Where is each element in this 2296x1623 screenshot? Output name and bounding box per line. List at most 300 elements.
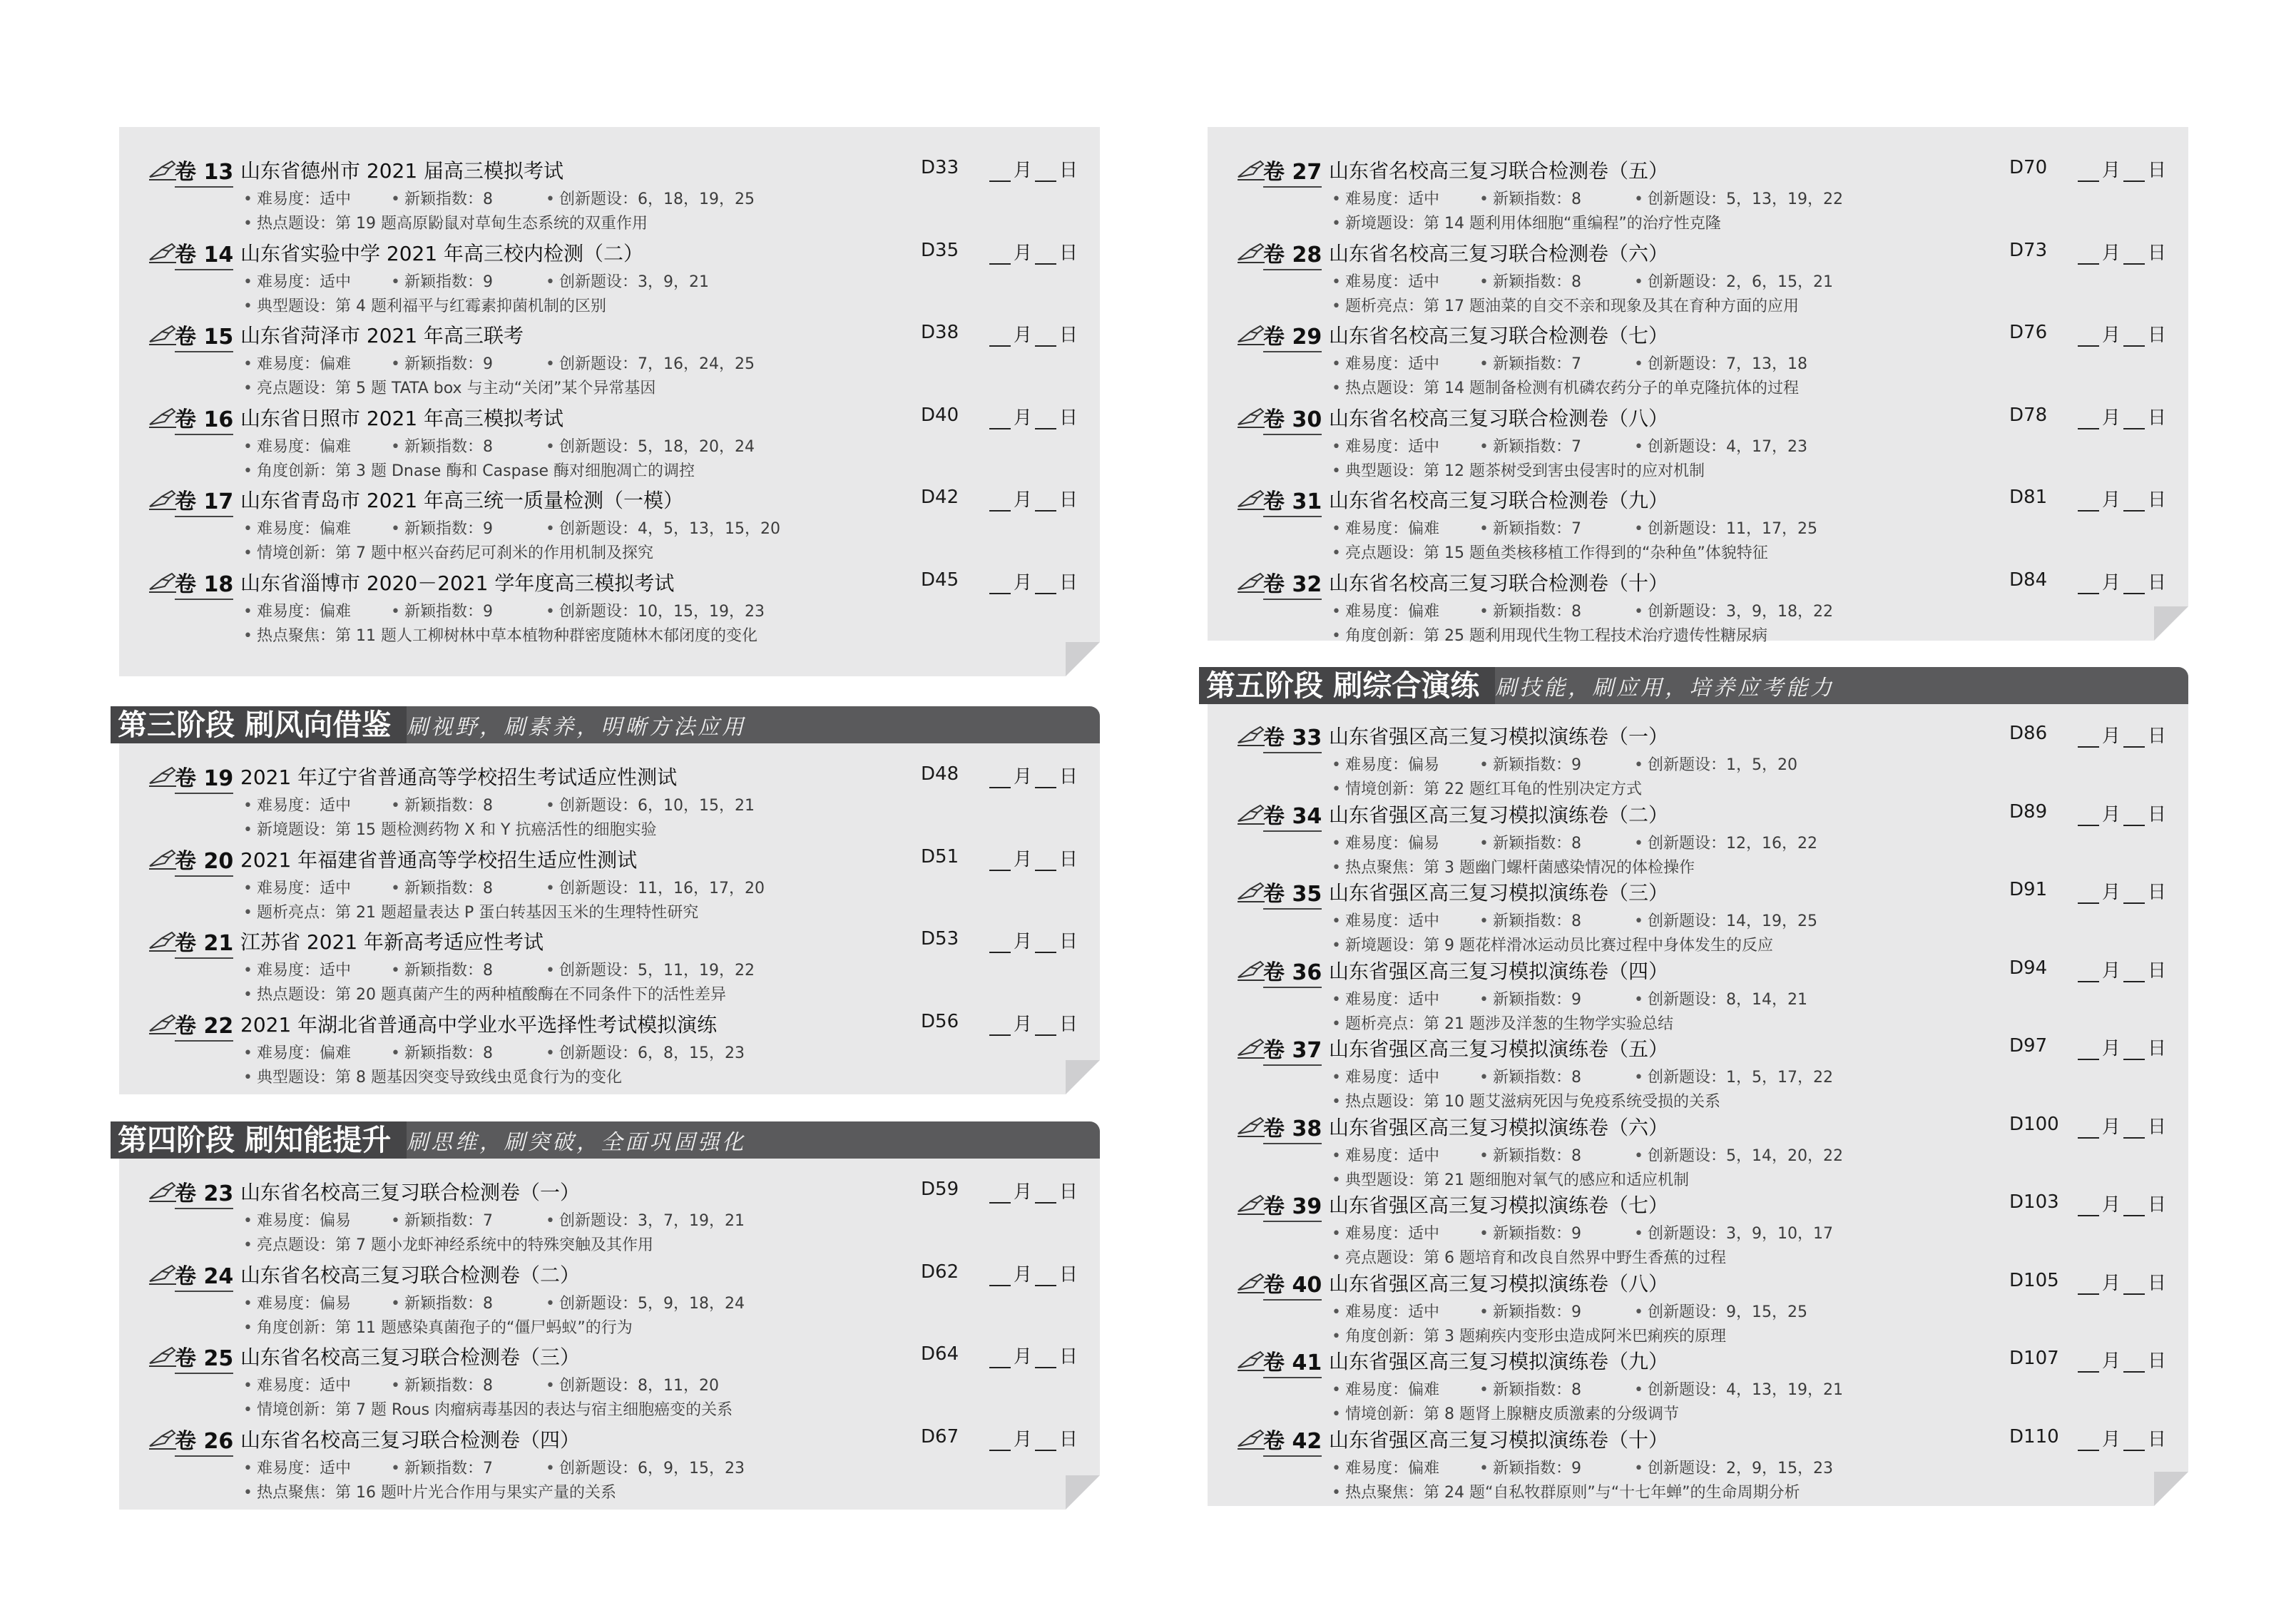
contents-entry[interactable] [119, 317, 1100, 400]
exam-stats: • 难易度：偏易 • 新颖指数：8 • 创新题设：12，16，22 [1332, 831, 1817, 853]
day-label: 日 [1059, 242, 1078, 264]
contents-entry[interactable] [1208, 565, 2188, 648]
page-ref: D38 [921, 322, 959, 343]
novelty-index: 新颖指数：8 [404, 190, 493, 208]
exam-title: 山东省强区高三复习模拟演练卷（九） [1329, 1350, 1669, 1373]
innovation-items: 创新题设：2，9，15，23 [1647, 1459, 1833, 1477]
highlight-text: 热点题设：第 20 题真菌产生的两种植酸酶在不同条件下的活性差异 [256, 986, 726, 1004]
exam-highlight: • 典型题设：第 12 题茶树受到害虫侵害时的应对机制 [1332, 462, 1705, 480]
exam-number: 卷 28 [1263, 237, 1322, 270]
exam-highlight: • 情境创新：第 7 题中枢兴奋药尼可刹米的作用机制及探究 [243, 544, 653, 562]
exam-title: 山东省强区高三复习模拟演练卷（二） [1329, 803, 1669, 827]
difficulty: 难易度：适中 [1345, 990, 1439, 1009]
exam-number: 卷 36 [1263, 955, 1322, 988]
date-blank[interactable] [986, 1177, 1078, 1204]
highlight-text: 新境题设：第 15 题检测药物 X 和 Y 抗癌活性的细胞实验 [256, 821, 657, 839]
pen-icon [1236, 1193, 1266, 1216]
month-label: 月 [2102, 882, 2121, 903]
novelty-index: 新颖指数：9 [1492, 756, 1581, 774]
section-subtitle: 刷思维，刷突破，全面巩固强化 [407, 1130, 747, 1155]
innovation-items: 创新题设：11，16，17，20 [558, 879, 765, 897]
innovation-items: 创新题设：5，13，19，22 [1647, 190, 1843, 208]
highlight-text: 热点题设：第 14 题制备检测有机磷农药分子的单克隆抗体的过程 [1345, 380, 1799, 397]
month-label: 月 [2102, 571, 2121, 594]
highlight-text: 亮点题设：第 15 题鱼类核移植工作得到的“杂种鱼”体貌特征 [1345, 544, 1768, 562]
exam-stats: • 难易度：偏难 • 新颖指数：8 • 创新题设：3，9，18，22 [1332, 599, 1833, 621]
exam-title: 山东省强区高三复习模拟演练卷（六） [1329, 1115, 1669, 1139]
difficulty: 难易度：偏易 [1345, 834, 1439, 853]
month-label: 月 [1014, 242, 1033, 264]
contents-entry[interactable] [1208, 317, 2188, 400]
pen-icon [148, 1012, 178, 1035]
exam-title: 山东省强区高三复习模拟演练卷（七） [1329, 1194, 1669, 1217]
page-ref: D33 [921, 157, 959, 178]
exam-highlight: • 热点聚焦：第 11 题人工柳树林中草本植物种群密度随林木郁闭度的变化 [243, 626, 757, 645]
exam-title: 山东省淄博市 2020－2021 学年度高三模拟考试 [240, 571, 675, 595]
innovation-items: 创新题设：6，9，15，23 [558, 1459, 745, 1477]
exam-title: 山东省名校高三复习联合检测卷（九） [1329, 489, 1669, 512]
innovation-items: 创新题设：4，13，19，21 [1647, 1381, 1843, 1399]
exam-title: 山东省名校高三复习联合检测卷（三） [240, 1345, 581, 1369]
contents-entry[interactable] [1208, 153, 2188, 235]
exam-stats: • 难易度：偏难 • 新颖指数：9 • 创新题设：7，16，24，25 [243, 352, 755, 374]
day-label: 日 [1059, 848, 1078, 870]
exam-highlight: • 角度创新：第 25 题利用现代生物工程技术治疗遗传性糖尿病 [1332, 626, 1767, 645]
novelty-index: 新颖指数：9 [1492, 1303, 1581, 1321]
innovation-items: 创新题设：4，5，13，15，20 [558, 520, 780, 538]
difficulty: 难易度：适中 [256, 273, 351, 291]
day-label: 日 [1059, 1013, 1078, 1035]
month-label: 月 [2102, 1428, 2121, 1450]
highlight-text: 亮点题设：第 5 题 TATA box 与主动“关闭”某个异常基因 [256, 380, 656, 397]
pen-icon [1236, 1428, 1266, 1450]
month-label: 月 [2102, 1116, 2121, 1138]
novelty-index: 新颖指数：8 [404, 797, 493, 815]
innovation-items: 创新题设：8，14，21 [1647, 990, 1807, 1009]
pen-icon [1236, 488, 1266, 511]
date-blank[interactable] [2075, 238, 2166, 265]
highlight-text: 新境题设：第 14 题利用体细胞“重编程”的治疗性克隆 [1345, 215, 1721, 233]
month-label: 月 [2102, 325, 2121, 346]
exam-highlight: • 新境题设：第 9 题花样滑冰运动员比赛过程中身体发生的反应 [1332, 937, 1773, 955]
contents-entry[interactable] [119, 1257, 1100, 1340]
novelty-index: 新颖指数：7 [1492, 437, 1581, 456]
exam-stats: • 难易度：适中 • 新颖指数：9 • 创新题设：8，14，21 [1332, 987, 1807, 1009]
pen-icon [148, 1180, 178, 1203]
novelty-index: 新颖指数：9 [404, 355, 493, 373]
exam-stats: • 难易度：适中 • 新颖指数：7 • 创新题设：7，13，18 [1332, 352, 1807, 374]
page-ref: D35 [921, 239, 959, 261]
novelty-index: 新颖指数：9 [1492, 1459, 1581, 1477]
exam-stats: • 难易度：偏易 • 新颖指数：7 • 创新题设：3，7，19，21 [243, 1209, 745, 1231]
difficulty: 难易度：适中 [256, 190, 351, 208]
exam-number: 卷 39 [1263, 1189, 1322, 1222]
highlight-text: 典型题设：第 21 题细胞对氧气的感应和适应机制 [1345, 1171, 1689, 1189]
exam-highlight: • 新境题设：第 15 题检测药物 X 和 Y 抗癌活性的细胞实验 [243, 821, 657, 839]
exam-title: 山东省强区高三复习模拟演练卷（五） [1329, 1037, 1669, 1061]
exam-stats: • 难易度：适中 • 新颖指数：8 • 创新题设：1，5，17，22 [1332, 1065, 1833, 1087]
date-blank[interactable] [2075, 1112, 2166, 1139]
contents-entry[interactable] [119, 235, 1100, 318]
novelty-index: 新颖指数：9 [1492, 990, 1581, 1009]
novelty-index: 新颖指数：8 [1492, 1381, 1581, 1399]
innovation-items: 创新题设：14，19，25 [1647, 912, 1817, 930]
difficulty: 难易度：偏难 [256, 437, 351, 456]
section-subtitle: 刷视野，刷素养，明晰方法应用 [407, 715, 747, 740]
date-blank[interactable] [986, 1009, 1078, 1036]
month-label: 月 [2102, 726, 2121, 747]
exam-highlight: • 题析亮点：第 17 题油菜的自交不亲和现象及其在育种方面的应用 [1332, 297, 1799, 315]
contents-entry[interactable] [119, 482, 1100, 565]
novelty-index: 新颖指数：9 [404, 602, 493, 621]
difficulty: 难易度：适中 [1345, 273, 1439, 291]
day-label: 日 [2148, 882, 2167, 903]
pen-icon [148, 406, 178, 429]
exam-title: 山东省名校高三复习联合检测卷（七） [1329, 324, 1669, 347]
pen-icon [1236, 724, 1266, 747]
exam-stats: • 难易度：适中 • 新颖指数：8 • 创新题设：6，18，19，25 [243, 187, 755, 209]
exam-number: 卷 29 [1263, 319, 1322, 352]
day-label: 日 [1059, 489, 1078, 511]
day-label: 日 [1059, 571, 1078, 594]
page-ref: D40 [921, 404, 959, 426]
contents-entry[interactable] [119, 924, 1100, 1007]
contents-entry[interactable] [1208, 235, 2188, 318]
date-blank[interactable] [2075, 568, 2166, 594]
highlight-text: 情境创新：第 8 题肾上腺糖皮质激素的分级调节 [1345, 1405, 1679, 1423]
exam-highlight: • 角度创新：第 3 题 Dnase 酶和 Caspase 酶对细胞凋亡的调控 [243, 462, 695, 480]
difficulty: 难易度：偏难 [256, 355, 351, 373]
day-label: 日 [2148, 242, 2167, 264]
novelty-index: 新颖指数：7 [1492, 520, 1581, 538]
pen-icon [1236, 1115, 1266, 1138]
novelty-index: 新颖指数：9 [1492, 1225, 1581, 1243]
exam-number: 卷 38 [1263, 1111, 1322, 1144]
highlight-text: 情境创新：第 7 题 Rous 肉瘤病毒基因的表达与宿主细胞癌变的关系 [256, 1401, 733, 1419]
pen-icon [1236, 158, 1266, 181]
day-label: 日 [2148, 960, 2167, 982]
difficulty: 难易度：适中 [1345, 190, 1439, 208]
date-blank[interactable] [986, 238, 1078, 265]
exam-number: 卷 27 [1263, 154, 1322, 188]
day-label: 日 [2148, 160, 2167, 181]
exam-highlight: • 热点题设：第 20 题真菌产生的两种植酸酶在不同条件下的活性差异 [243, 986, 726, 1004]
day-label: 日 [2148, 489, 2167, 511]
page-ref: D97 [2009, 1035, 2048, 1057]
page-ref: D78 [2009, 404, 2048, 426]
contents-entry[interactable] [119, 759, 1100, 842]
exam-stats: • 难易度：适中 • 新颖指数：9 • 创新题设：3，9，10，17 [1332, 1221, 1833, 1243]
exam-stats: • 难易度：偏难 • 新颖指数：9 • 创新题设：10，15，19，23 [243, 599, 765, 621]
date-blank[interactable] [2075, 485, 2166, 512]
date-blank[interactable] [986, 485, 1078, 512]
date-blank[interactable] [2075, 1034, 2166, 1060]
month-label: 月 [2102, 407, 2121, 429]
exam-stats: • 难易度：适中 • 新颖指数：8 • 创新题设：5，11，19，22 [243, 958, 755, 980]
novelty-index: 新颖指数：7 [404, 1459, 493, 1477]
contents-entry[interactable] [119, 842, 1100, 925]
page-ref: D42 [921, 487, 959, 508]
exam-number: 卷 26 [175, 1423, 233, 1457]
novelty-index: 新颖指数：8 [1492, 912, 1581, 930]
day-label: 日 [1059, 325, 1078, 346]
exam-highlight: • 热点聚焦：第 16 题叶片光合作用与果实产量的关系 [243, 1483, 616, 1502]
novelty-index: 新颖指数：8 [1492, 1069, 1581, 1087]
month-label: 月 [1014, 325, 1033, 346]
month-label: 月 [2102, 1272, 2121, 1294]
exam-stats: • 难易度：偏难 • 新颖指数：8 • 创新题设：4，13，19，21 [1332, 1378, 1843, 1400]
highlight-text: 角度创新：第 3 题 Dnase 酶和 Caspase 酶对细胞凋亡的调控 [256, 462, 695, 480]
month-label: 月 [2102, 1038, 2121, 1059]
pen-icon [148, 1345, 178, 1368]
date-blank[interactable] [986, 568, 1078, 594]
exam-stats: • 难易度：偏易 • 新颖指数：8 • 创新题设：5，9，18，24 [243, 1291, 745, 1313]
innovation-items: 创新题设：6，18，19，25 [558, 190, 755, 208]
exam-title: 江苏省 2021 年新高考适应性考试 [240, 930, 544, 954]
difficulty: 难易度：偏难 [256, 602, 351, 621]
difficulty: 难易度：偏难 [1345, 1459, 1439, 1477]
exam-number: 卷 40 [1263, 1267, 1322, 1301]
date-blank[interactable] [2075, 403, 2166, 429]
highlight-text: 角度创新：第 3 题痢疾内变形虫造成阿米巴痢疾的原理 [1345, 1327, 1726, 1345]
date-blank[interactable] [986, 1260, 1078, 1286]
highlight-text: 亮点题设：第 7 题小龙虾神经系统中的特殊突触及其作用 [256, 1236, 653, 1254]
difficulty: 难易度：适中 [256, 1459, 351, 1477]
highlight-text: 典型题设：第 8 题基因突变导致线虫觅食行为的变化 [256, 1068, 622, 1087]
page-ref: D76 [2009, 322, 2048, 343]
exam-title: 山东省实验中学 2021 年高三校内检测（二） [240, 241, 644, 265]
date-blank[interactable] [986, 403, 1078, 429]
exam-highlight: • 题析亮点：第 21 题涉及洋葱的生物学实验总结 [1332, 1014, 1673, 1033]
difficulty: 难易度：偏难 [1345, 602, 1439, 621]
contents-entry[interactable] [1208, 1266, 2188, 1344]
month-label: 月 [1014, 1013, 1033, 1035]
date-blank[interactable] [986, 320, 1078, 347]
exam-number: 卷 42 [1263, 1423, 1322, 1457]
date-blank[interactable] [2075, 1268, 2166, 1295]
day-label: 日 [1059, 1428, 1078, 1450]
highlight-text: 亮点题设：第 6 题培育和改良自然界中野生香蕉的过程 [1345, 1249, 1726, 1267]
date-blank[interactable] [2075, 800, 2166, 826]
contents-entry[interactable] [119, 1174, 1100, 1257]
difficulty: 难易度：适中 [256, 1377, 351, 1395]
difficulty: 难易度：适中 [1345, 912, 1439, 930]
exam-title: 山东省强区高三复习模拟演练卷（十） [1329, 1428, 1669, 1452]
contents-entry[interactable] [1208, 1187, 2188, 1266]
exam-highlight: • 亮点题设：第 7 题小龙虾神经系统中的特殊突触及其作用 [243, 1236, 653, 1254]
innovation-items: 创新题设：12，16，22 [1647, 834, 1817, 853]
pen-icon [148, 158, 178, 181]
exam-stats: • 难易度：偏难 • 新颖指数：9 • 创新题设：2，9，15，23 [1332, 1456, 1833, 1478]
novelty-index: 新颖指数：9 [404, 520, 493, 538]
exam-title: 山东省强区高三复习模拟演练卷（三） [1329, 881, 1669, 905]
exam-number: 卷 34 [1263, 798, 1322, 832]
difficulty: 难易度：偏难 [1345, 1381, 1439, 1399]
exam-stats: • 难易度：适中 • 新颖指数：8 • 创新题设：2，6，15，21 [1332, 270, 1833, 292]
date-blank[interactable] [2075, 956, 2166, 982]
pen-icon [1236, 880, 1266, 903]
date-blank[interactable] [2075, 1190, 2166, 1216]
exam-title: 2021 年湖北省普通高中学业水平选择性考试模拟演练 [240, 1012, 718, 1037]
highlight-text: 角度创新：第 25 题利用现代生物工程技术治疗遗传性糖尿病 [1345, 626, 1767, 645]
difficulty: 难易度：偏难 [256, 1044, 351, 1062]
innovation-items: 创新题设：2，6，15，21 [1647, 273, 1833, 291]
contents-entry[interactable] [1208, 482, 2188, 565]
exam-stats: • 难易度：适中 • 新颖指数：8 • 创新题设：8，11，20 [243, 1373, 719, 1395]
highlight-text: 情境创新：第 7 题中枢兴奋药尼可刹米的作用机制及探究 [256, 544, 653, 562]
pen-icon [148, 1263, 178, 1286]
novelty-index: 新颖指数：7 [404, 1212, 493, 1230]
contents-entry[interactable] [119, 1339, 1100, 1422]
section-title: 第三阶段 刷风向借鉴 [111, 706, 407, 743]
month-label: 月 [1014, 1181, 1033, 1203]
contents-entry[interactable] [119, 1007, 1100, 1089]
exam-highlight: • 亮点题设：第 15 题鱼类核移植工作得到的“杂种鱼”体貌特征 [1332, 544, 1768, 562]
date-blank[interactable] [986, 845, 1078, 871]
contents-entry[interactable] [1208, 797, 2188, 875]
month-label: 月 [1014, 489, 1033, 511]
exam-title: 山东省强区高三复习模拟演练卷（四） [1329, 959, 1669, 983]
page-ref: D51 [921, 845, 959, 868]
page-ref: D91 [2009, 879, 2048, 900]
date-blank[interactable] [2075, 877, 2166, 904]
date-blank[interactable] [986, 927, 1078, 953]
novelty-index: 新颖指数：8 [404, 879, 493, 897]
highlight-text: 题析亮点：第 17 题油菜的自交不亲和现象及其在育种方面的应用 [1345, 297, 1799, 315]
date-blank[interactable] [2075, 320, 2166, 347]
page-ref: D107 [2009, 1348, 2059, 1369]
innovation-items: 创新题设：11，17，25 [1647, 520, 1817, 538]
novelty-index: 新颖指数：8 [404, 962, 493, 980]
contents-entry[interactable] [119, 400, 1100, 483]
novelty-index: 新颖指数：8 [404, 1294, 493, 1313]
exam-stats: • 难易度：适中 • 新颖指数：8 • 创新题设：11，16，17，20 [243, 876, 765, 898]
exam-number: 卷 23 [175, 1176, 233, 1209]
day-label: 日 [2148, 803, 2167, 825]
exam-number: 卷 18 [175, 566, 233, 600]
date-blank[interactable] [986, 156, 1078, 182]
exam-highlight: • 情境创新：第 22 题红耳龟的性别决定方式 [1332, 780, 1642, 798]
exam-number: 卷 17 [175, 484, 233, 517]
exam-number: 卷 14 [175, 237, 233, 270]
exam-title: 山东省强区高三复习模拟演练卷（一） [1329, 725, 1669, 748]
month-label: 月 [1014, 571, 1033, 594]
page-ref: D103 [2009, 1191, 2059, 1213]
exam-number: 卷 41 [1263, 1345, 1322, 1378]
exam-title: 山东省菏泽市 2021 年高三联考 [240, 324, 524, 347]
exam-number: 卷 24 [175, 1258, 233, 1292]
innovation-items: 创新题设：7，13，18 [1647, 355, 1807, 373]
highlight-text: 热点聚焦：第 24 题“自私牧群原则”与“十七年蝉”的生命周期分析 [1345, 1483, 1800, 1502]
innovation-items: 创新题设：1，5，20 [1647, 756, 1797, 774]
date-blank[interactable] [986, 762, 1078, 788]
exam-number: 卷 32 [1263, 566, 1322, 600]
contents-entry[interactable] [1208, 1343, 2188, 1422]
exam-highlight: • 角度创新：第 3 题痢疾内变形虫造成阿米巴痢疾的原理 [1332, 1327, 1726, 1345]
contents-entry[interactable] [1208, 718, 2188, 797]
innovation-items: 创新题设：6，8，15，23 [558, 1044, 745, 1062]
exam-highlight: • 角度创新：第 11 题感染真菌孢子的“僵尸蚂蚁”的行为 [243, 1318, 633, 1337]
month-label: 月 [2102, 489, 2121, 511]
highlight-text: 热点题设：第 10 题艾滋病死因与免疫系统受损的关系 [1345, 1093, 1720, 1111]
left-box-2 [119, 743, 1100, 1094]
date-blank[interactable] [986, 1425, 1078, 1451]
difficulty: 难易度：适中 [256, 962, 351, 980]
exam-highlight: • 题析亮点：第 21 题超量表达 P 蛋白转基因玉米的生理特性研究 [243, 903, 699, 922]
contents-entry[interactable] [119, 153, 1100, 235]
contents-entry[interactable] [1208, 1031, 2188, 1109]
section-header [111, 1121, 1100, 1159]
exam-number: 卷 30 [1263, 402, 1322, 435]
exam-number: 卷 25 [175, 1340, 233, 1374]
pen-icon [148, 241, 178, 264]
exam-stats: • 难易度：适中 • 新颖指数：9 • 创新题设：9，15，25 [1332, 1300, 1807, 1322]
section-3 [119, 706, 1100, 743]
date-blank[interactable] [2075, 156, 2166, 182]
section-title: 第四阶段 刷知能提升 [111, 1121, 407, 1159]
contents-entry[interactable] [1208, 400, 2188, 483]
innovation-items: 创新题设：3，7，19，21 [558, 1212, 745, 1230]
date-blank[interactable] [986, 1342, 1078, 1368]
date-blank[interactable] [2075, 721, 2166, 748]
month-label: 月 [1014, 1346, 1033, 1368]
page-ref: D56 [921, 1010, 959, 1032]
contents-entry[interactable] [119, 1422, 1100, 1505]
date-blank[interactable] [2075, 1346, 2166, 1373]
date-blank[interactable] [2075, 1425, 2166, 1451]
exam-highlight: • 热点题设：第 19 题高原鼢鼠对草甸生态系统的双重作用 [243, 215, 648, 233]
innovation-items: 创新题设：7，16，24，25 [558, 355, 755, 373]
exam-highlight: • 情境创新：第 8 题肾上腺糖皮质激素的分级调节 [1332, 1405, 1679, 1423]
novelty-index: 新颖指数：8 [1492, 190, 1581, 208]
contents-entry[interactable] [1208, 953, 2188, 1032]
left-box-1 [119, 127, 1100, 676]
contents-entry[interactable] [1208, 875, 2188, 953]
exam-highlight: • 亮点题设：第 5 题 TATA box 与主动“关闭”某个异常基因 [243, 380, 656, 397]
exam-title: 山东省名校高三复习联合检测卷（十） [1329, 571, 1669, 595]
innovation-items: 创新题设：3，9，21 [558, 273, 709, 291]
difficulty: 难易度：适中 [1345, 355, 1439, 373]
exam-highlight: • 热点聚焦：第 24 题“自私牧群原则”与“十七年蝉”的生命周期分析 [1332, 1483, 1800, 1502]
day-label: 日 [1059, 1263, 1078, 1286]
novelty-index: 新颖指数：9 [404, 273, 493, 291]
highlight-text: 情境创新：第 22 题红耳龟的性别决定方式 [1345, 780, 1642, 798]
page-ref: D110 [2009, 1425, 2059, 1448]
highlight-text: 热点题设：第 19 题高原鼢鼠对草甸生态系统的双重作用 [256, 215, 648, 233]
day-label: 日 [2148, 726, 2167, 747]
section-5 [1208, 667, 2188, 704]
contents-entry[interactable] [1208, 1109, 2188, 1188]
exam-title: 山东省日照市 2021 年高三模拟考试 [240, 406, 564, 430]
exam-number: 卷 16 [175, 402, 233, 435]
contents-entry[interactable] [1208, 1422, 2188, 1500]
page-ref: D86 [2009, 723, 2048, 744]
exam-number: 卷 37 [1263, 1032, 1322, 1066]
exam-highlight: • 典型题设：第 21 题细胞对氧气的感应和适应机制 [1332, 1171, 1689, 1189]
exam-highlight: • 热点题设：第 10 题艾滋病死因与免疫系统受损的关系 [1332, 1093, 1720, 1111]
exam-highlight: • 热点题设：第 14 题制备检测有机磷农药分子的单克隆抗体的过程 [1332, 380, 1799, 397]
exam-number: 卷 31 [1263, 484, 1322, 517]
contents-entry[interactable] [119, 565, 1100, 648]
exam-number: 卷 19 [175, 760, 233, 794]
difficulty: 难易度：偏难 [1345, 520, 1439, 538]
difficulty: 难易度：偏易 [1345, 756, 1439, 774]
highlight-text: 题析亮点：第 21 题涉及洋葱的生物学实验总结 [1345, 1014, 1673, 1033]
novelty-index: 新颖指数：8 [1492, 602, 1581, 621]
section-title: 第五阶段 刷综合演练 [1199, 667, 1495, 704]
innovation-items: 创新题设：1，5，17，22 [1647, 1069, 1833, 1087]
innovation-items: 创新题设：8，11，20 [558, 1377, 719, 1395]
